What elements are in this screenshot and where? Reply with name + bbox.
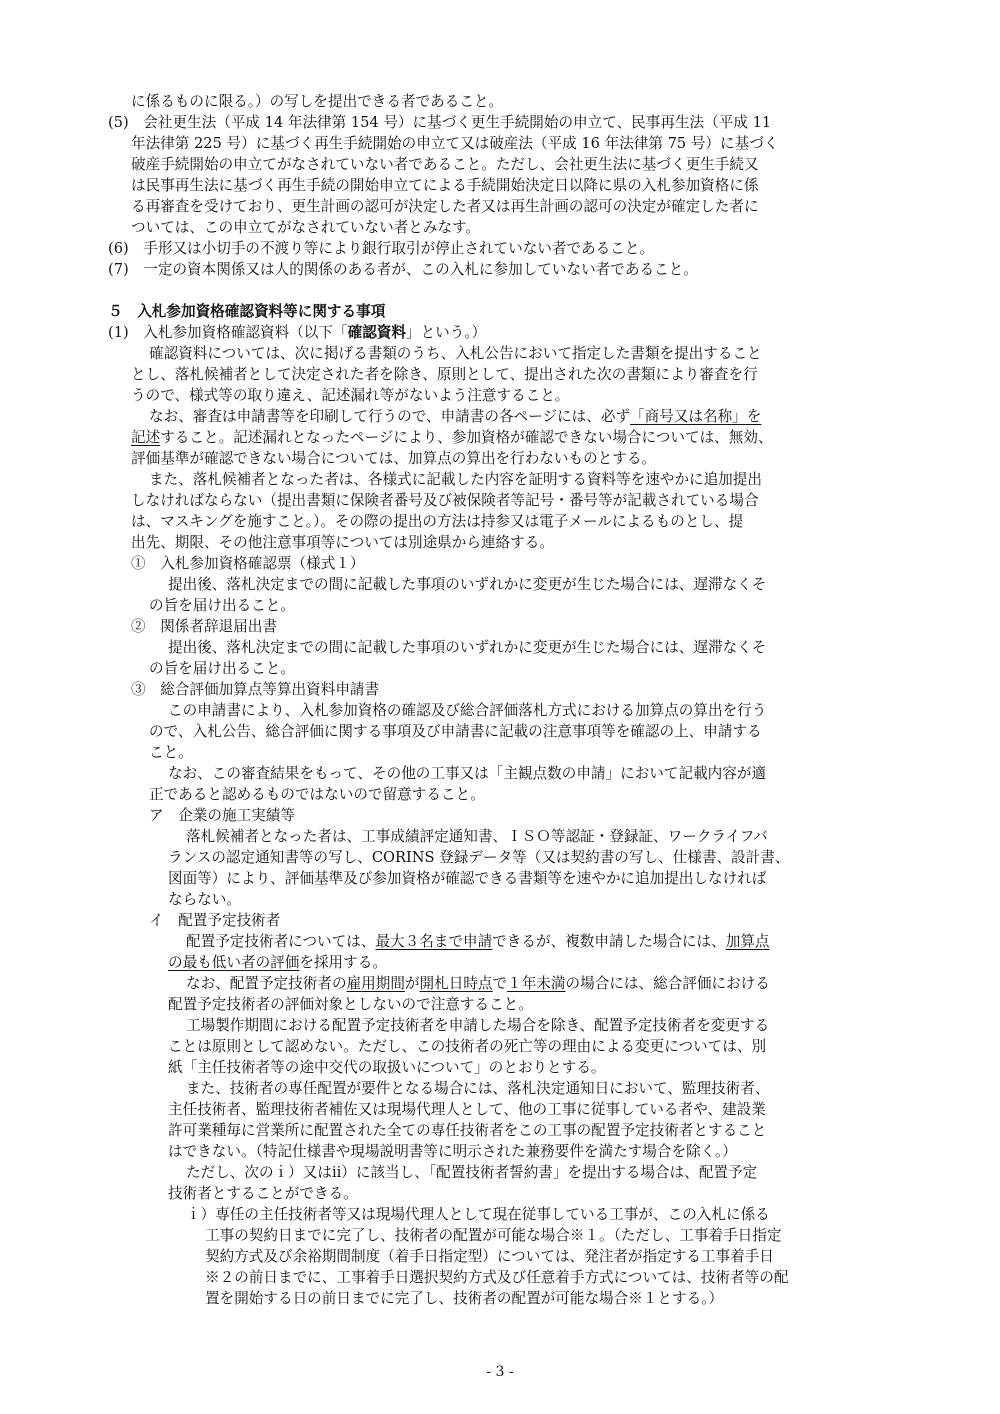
text-line: うので、様式等の取り違え、記述漏れ等がないよう注意すること。 — [131, 387, 570, 404]
text-line: しなければならない（提出書類に保険者番号及び被保険者等記号・番号等が記載されている場合 — [131, 492, 759, 509]
text-line: 許可業種毎に営業所に配置された全ての専任技術者をこの工事の配置予定技術者とすること — [168, 1122, 767, 1139]
text-line: 提出後、落札決定までの間に記載した事項のいずれかに変更が生じた場合には、遅滞なくそ — [168, 576, 767, 593]
text-line: 破産手続開始の申立てがなされていない者であること。ただし、会社更生法に基づく更生手続又 — [131, 156, 759, 173]
text-line: 提出後、落札決定までの間に記載した事項のいずれかに変更が生じた場合には、遅滞なくそ — [168, 639, 767, 656]
text-line: は民事再生法に基づく再生手続の開始申立てによる手続開始決定日以降に県の入札参加資格に係 — [131, 177, 759, 194]
text-line: 配置予定技術者の評価対象としないので注意すること。 — [168, 996, 533, 1013]
text-line: 主任技術者、監理技術者補佐又は現場代理人として、他の工事に従事している者や、建設業 — [168, 1101, 766, 1118]
text-line: 落札候補者となった者は、工事成績評定通知書、ＩＳＯ等認証・登録証、ワークライフバ — [186, 828, 768, 845]
text-line: (7) 一定の資本関係又は人的関係のある者が、この入札に参加していない者であること。 — [108, 261, 698, 278]
text-line: ② 関係者辞退届出書 — [131, 618, 277, 635]
text-line: ので、入札公告、総合評価に関する事項及び申請書に記載の注意事項等を確認の上、申請する — [149, 723, 762, 740]
text-line: また、技術者の専任配置が要件となる場合には、落札決定通知日において、監理技術者、 — [186, 1080, 770, 1097]
text-line: ことは原則として認めない。ただし、この技術者の死亡等の理由による変更については、別 — [168, 1038, 767, 1055]
text-line: なお、配置予定技術者の雇用期間が開札日時点で１年未満の場合には、総合評価における — [186, 975, 770, 992]
text-line: 評価基準が確認できない場合については、加算点の算出を行わないものとする。 — [131, 450, 657, 467]
text-line: の最も低い者の評価を採用する。 — [168, 954, 387, 971]
text-line: る再審査を受けており、更生計画の認可が決定した者又は再生計画の認可の決定が確定した者に — [131, 198, 759, 215]
page-number: - 3 - — [486, 1364, 514, 1380]
text-line: また、落札候補者となった者は、各様式に記載した内容を証明する資料等を速やかに追加提出 — [149, 471, 762, 488]
text-line: に係るものに限る。）の写しを提出できる者であること。 — [131, 93, 504, 110]
text-line: ③ 総合評価加算点等算出資料申請書 — [131, 681, 380, 698]
text-line: ア 企業の施工実績等 — [149, 807, 295, 824]
text-line: なお、この審査結果をもって、その他の工事又は「主観点数の申請」において記載内容が適 — [168, 765, 767, 782]
text-line: の旨を届け出ること。 — [149, 660, 295, 677]
text-line: ｉ）専任の主任技術者等又は現場代理人として現在従事している工事が、この入札に係る — [186, 1206, 770, 1223]
text-line: なお、審査は申請書等を印刷して行うので、申請書の各ページには、必ず「商号又は名称」を — [149, 408, 762, 425]
text-line: 確認資料については、次に掲げる書類のうち、入札公告において指定した書類を提出すること — [149, 345, 762, 362]
text-line: 年法律第 225 号）に基づく再生手続開始の申立て又は破産法（平成 16 年法律第 75 号）に基づく — [131, 135, 779, 152]
text-line: の旨を届け出ること。 — [149, 597, 295, 614]
text-line: はできない。（特記仕様書や現場説明書等に明示された兼務要件を満たす場合を除く。） — [168, 1143, 737, 1160]
text-line: 出先、期限、その他注意事項等については別途県から連絡する。 — [131, 534, 554, 551]
text-line: 工事の契約日までに完了し、技術者の配置が可能な場合※１。（ただし、工事着手日指定 — [205, 1227, 782, 1244]
text-line: ランスの認定通知書等の写し、CORINS 登録データ等（又は契約書の写し、仕様書、設計書、 — [168, 849, 790, 866]
text-line: 紙「主任技術者等の途中交代の取扱いについて」のとおりとする。 — [168, 1059, 606, 1076]
text-line: 記述すること。記述漏れとなったページにより、参加資格が確認できない場合については、無効、 — [131, 429, 773, 446]
text-line: 配置予定技術者については、最大３名まで申請できるが、複数申請した場合には、加算点 — [186, 933, 770, 950]
text-line: 図面等）により、評価基準及び参加資格が確認できる書類等を速やかに追加提出しなければ — [168, 870, 767, 887]
text-line: ① 入札参加資格確認票（様式１） — [131, 555, 365, 572]
text-line: この申請書により、入札参加資格の確認及び総合評価落札方式における加算点の算出を行う — [168, 702, 767, 719]
text-line: (5) 会社更生法（平成 14 年法律第 154 号）に基づく更生手続開始の申立て、民事再生法（平成 11 — [108, 114, 772, 131]
text-line: (1) 入札参加資格確認資料（以下「確認資料」という。） — [108, 324, 487, 341]
text-line: (6) 手形又は小切手の不渡り等により銀行取引が停止されていない者であること。 — [108, 240, 655, 257]
text-line: ならない。 — [168, 891, 241, 908]
text-line: は、マスキングを施すこと。）。その際の提出の方法は持参又は電子メールによるものとし、提 — [131, 513, 744, 530]
text-line: ただし、次のｉ）又はⅱ）に該当し、「配置技術者誓約書」を提出する場合は、配置予定 — [186, 1164, 758, 1181]
text-line: 技術者とすることができる。 — [168, 1185, 358, 1202]
section-heading: ５ 入札参加資格確認資料等に関する事項 — [108, 303, 386, 320]
text-line: ※２の前日までに、工事着手日選択契約方式及び任意着手方式については、技術者等の配 — [205, 1269, 789, 1286]
text-line: 契約方式及び余裕期間制度（着手日指定型）については、発注者が指定する工事着手日 — [205, 1248, 774, 1265]
text-line: こと。 — [149, 744, 193, 761]
text-line: イ 配置予定技術者 — [149, 912, 281, 929]
text-line: ついては、この申立てがなされていない者とみなす。 — [131, 219, 481, 236]
text-line: とし、落札候補者として決定された者を除き、原則として、提出された次の書類により審査を行 — [131, 366, 758, 383]
text-line: 正であると認めるものではないので留意すること。 — [149, 786, 485, 803]
text-line: 工場製作期間における配置予定技術者を申請した場合を除き、配置予定技術者を変更する — [186, 1017, 770, 1034]
text-line: 置を開始する日の前日までに完了し、技術者の配置が可能な場合※１とする。） — [205, 1290, 724, 1307]
